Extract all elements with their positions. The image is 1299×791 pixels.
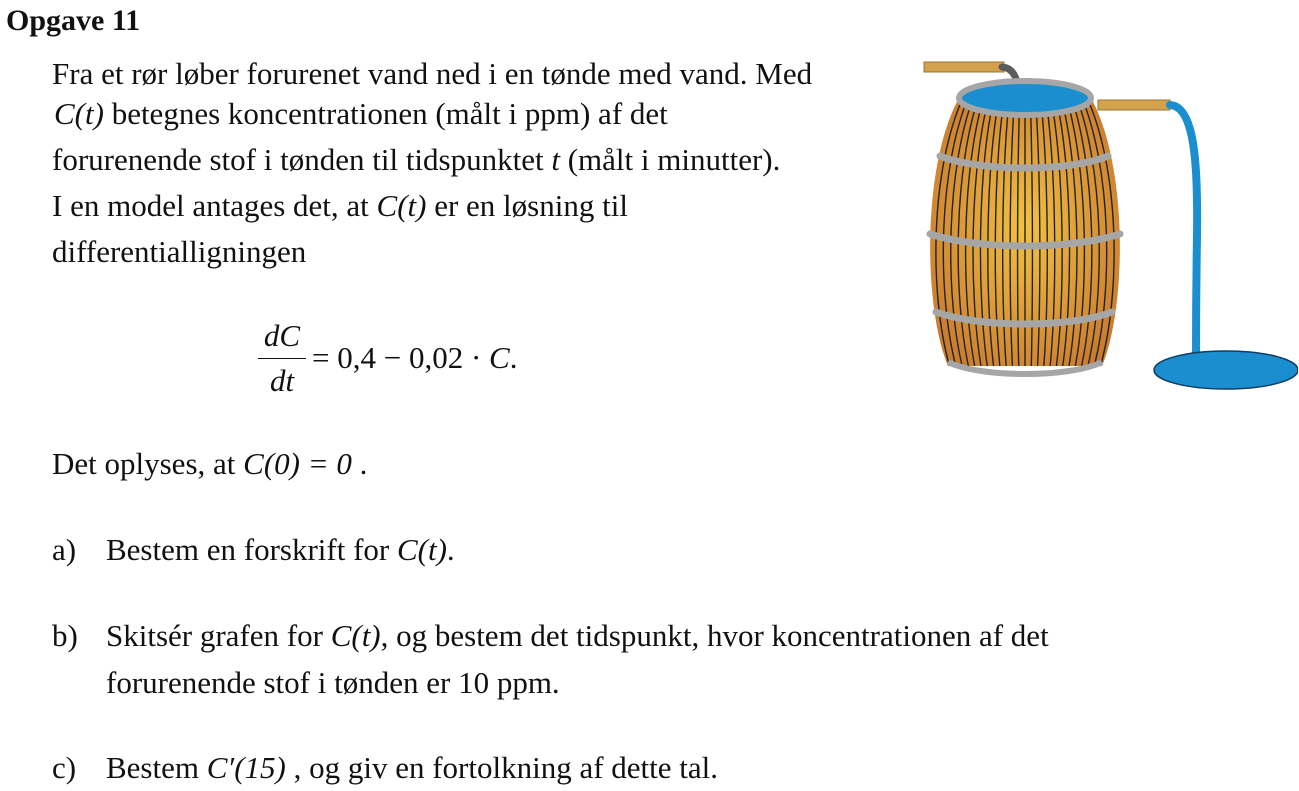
question-b-text bbox=[106, 618, 1049, 654]
barrel-with-pipes-icon bbox=[920, 56, 1298, 391]
question-b-label: b) bbox=[52, 618, 78, 653]
question-b-math: C(t) bbox=[330, 618, 381, 653]
task-title: Opgave 11 bbox=[6, 4, 141, 37]
question-b-line-2: forurenende stof i tønden er 10 ppm. bbox=[106, 665, 560, 700]
barrel-water-surface bbox=[959, 81, 1091, 115]
question-b-pre: Skitsér grafen for bbox=[106, 618, 331, 653]
function-c-of-t: C(t) bbox=[376, 188, 427, 223]
question-a-pre: Bestem en forskrift for bbox=[106, 532, 397, 567]
water-puddle bbox=[1154, 351, 1298, 389]
question-a-label: a) bbox=[52, 532, 77, 567]
initial-condition bbox=[52, 446, 367, 482]
intro-line-3-text-b: (målt i minutter). bbox=[559, 142, 781, 177]
outlet-pipe bbox=[1098, 100, 1170, 110]
intro-line-2 bbox=[54, 96, 668, 132]
outflow-stream bbox=[1170, 105, 1197, 356]
fraction-denominator: dt bbox=[269, 363, 295, 398]
derivative-fraction bbox=[258, 318, 306, 399]
initial-condition-math: C(0) = 0 bbox=[243, 446, 352, 481]
question-c-pre: Bestem bbox=[106, 750, 207, 785]
question-c-label: c) bbox=[52, 750, 77, 785]
intro-line-4-text-b: er en løsning til bbox=[426, 188, 628, 223]
variable-t: t bbox=[551, 142, 560, 177]
question-a-text bbox=[106, 532, 455, 568]
question-b-post: , og bestem det tidspunkt, hvor koncentrationen af det bbox=[380, 618, 1049, 653]
equation-variable-c: C bbox=[489, 340, 510, 375]
question-c-post: , og giv en fortolkning af dette tal. bbox=[285, 750, 719, 785]
intro-line-4 bbox=[52, 188, 628, 224]
equation-rhs-text: = 0,4 − 0,02 · bbox=[312, 340, 490, 375]
intro-line-4-text-a: I en model antages det, at bbox=[52, 188, 377, 223]
question-c-math: C′(15) bbox=[206, 750, 286, 785]
equation-rhs bbox=[312, 340, 517, 376]
intro-line-5: differentialligningen bbox=[52, 234, 307, 269]
question-a-math: C(t) bbox=[396, 532, 447, 567]
initial-condition-end: . bbox=[351, 446, 368, 481]
intro-line-3-text-a: forurenende stof i tønden til tidspunktet bbox=[52, 142, 552, 177]
intro-line-2-text: betegnes koncentrationen (målt i ppm) af det bbox=[103, 96, 668, 131]
question-c-text bbox=[106, 750, 718, 786]
question-a-post: . bbox=[446, 532, 455, 567]
function-c-of-t: C(t) bbox=[54, 96, 104, 131]
initial-condition-text: Det oplyses, at bbox=[52, 446, 244, 481]
equation-period: . bbox=[509, 340, 518, 375]
intro-line-3 bbox=[52, 142, 780, 178]
inlet-pipe bbox=[924, 62, 1004, 72]
fraction-numerator: dC bbox=[258, 318, 306, 359]
intro-line-1: Fra et rør løber forurenet vand ned i en tønde med vand. Med bbox=[52, 56, 813, 91]
